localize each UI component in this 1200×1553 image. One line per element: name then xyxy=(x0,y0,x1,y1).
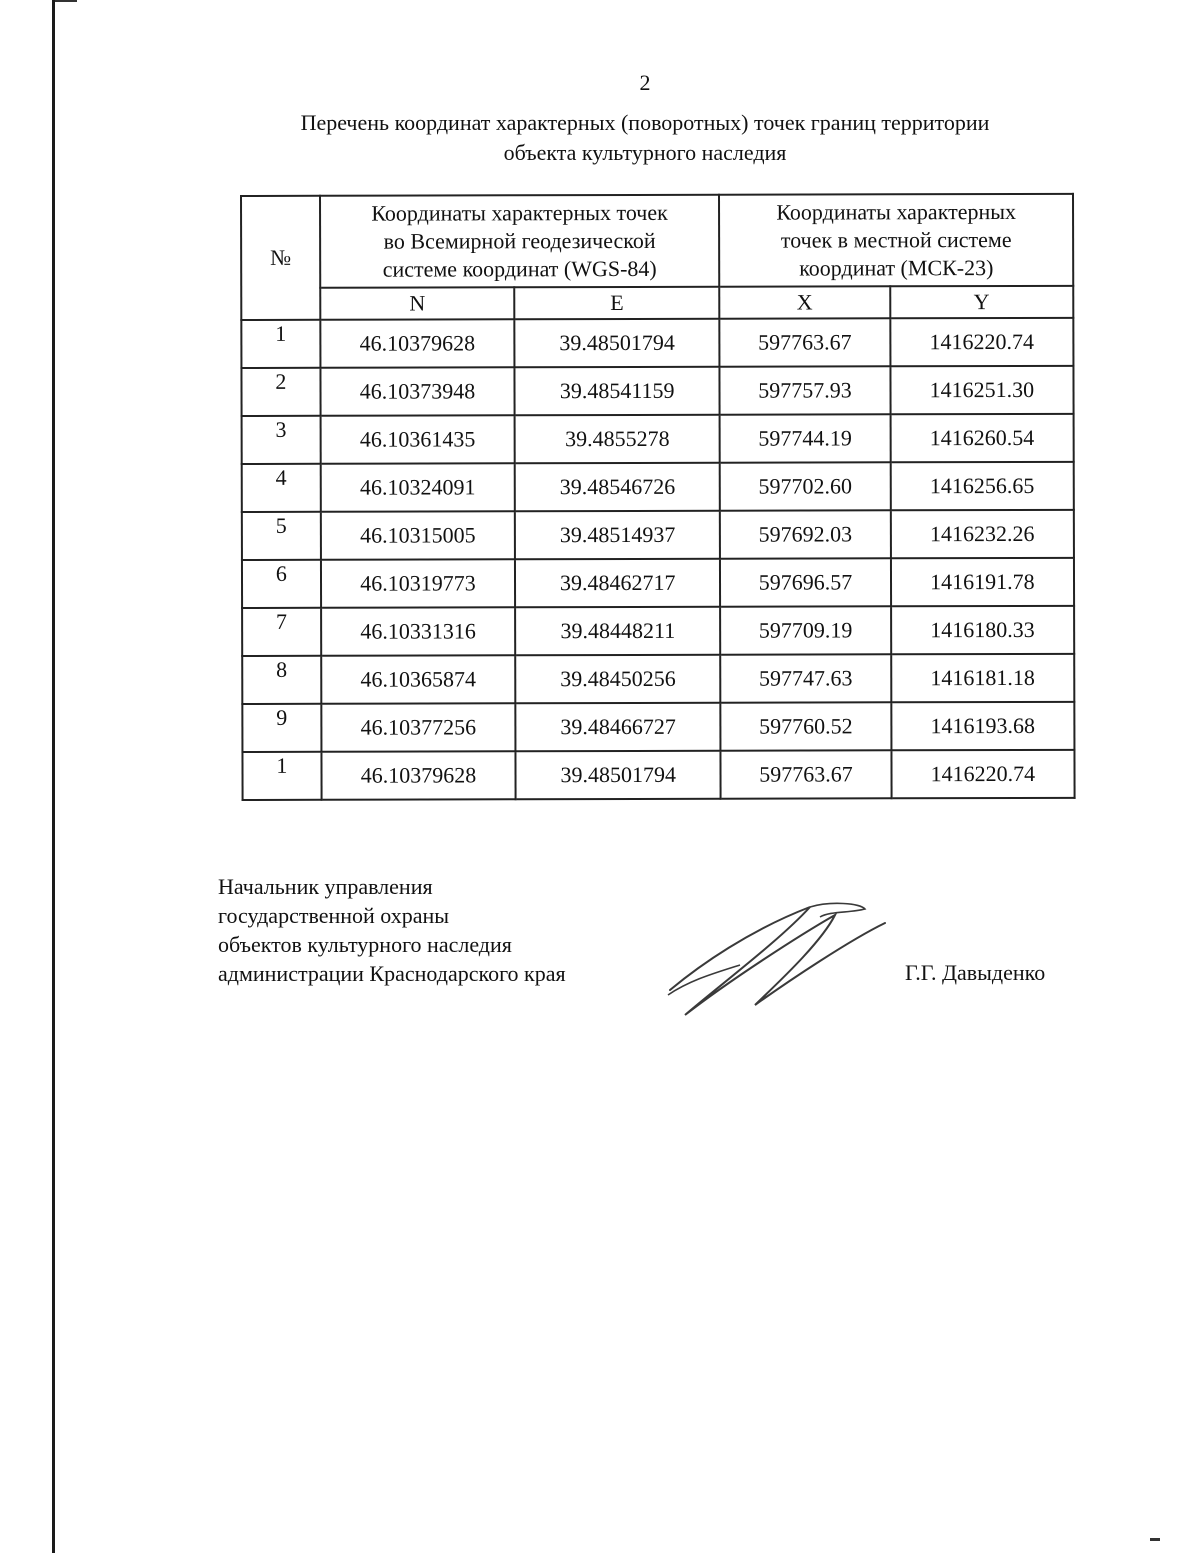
longitude-e-cell: 39.48501794 xyxy=(514,319,719,368)
header-n: N xyxy=(320,287,514,320)
header-x: X xyxy=(719,286,889,318)
signatory-position-line-1: Начальник управления xyxy=(218,874,433,899)
document-title-line-2: объекта культурного наследия xyxy=(503,140,787,165)
header-e: E xyxy=(514,287,719,320)
handwritten-signature xyxy=(660,895,900,1025)
longitude-e-cell: 39.48448211 xyxy=(515,607,720,656)
latitude-n-cell: 46.10331316 xyxy=(321,607,515,656)
msk-x-cell: 597696.57 xyxy=(720,558,891,606)
longitude-e-cell: 39.48466727 xyxy=(515,703,720,752)
table-row xyxy=(242,702,1074,752)
signatory-position-line-4: администрации Краснодарского края xyxy=(218,961,566,986)
msk-x-cell: 597763.67 xyxy=(721,750,892,798)
table-row xyxy=(242,558,1074,608)
table-row xyxy=(242,750,1074,800)
latitude-n-cell: 46.10379628 xyxy=(321,751,515,800)
table-row xyxy=(242,510,1074,560)
document-title xyxy=(200,108,1090,168)
scan-top-mark xyxy=(55,0,77,2)
row-number-cell: 1 xyxy=(241,320,320,368)
row-number-cell: 5 xyxy=(242,512,321,560)
header-msk23-line-1: Координаты характерных xyxy=(776,198,1017,225)
header-number: № xyxy=(241,196,320,320)
scan-corner-mark xyxy=(1150,1538,1160,1541)
table-row xyxy=(241,318,1073,368)
signatory-name: Г.Г. Давыденко xyxy=(905,960,1046,985)
coordinates-table xyxy=(240,193,1076,801)
header-wgs84-line-1: Координаты характерных точек xyxy=(371,199,668,226)
signatory-position-line-3: объектов культурного наследия xyxy=(218,932,512,957)
scan-edge-line xyxy=(52,0,55,1553)
msk-y-cell: 1416256.65 xyxy=(890,462,1074,510)
latitude-n-cell: 46.10365874 xyxy=(321,655,515,704)
latitude-n-cell: 46.10319773 xyxy=(321,559,515,608)
table-row xyxy=(242,654,1074,704)
msk-y-cell: 1416181.18 xyxy=(891,654,1075,702)
coordinates-table-header xyxy=(241,194,1073,320)
msk-y-cell: 1416220.74 xyxy=(890,318,1074,366)
row-number-cell: 7 xyxy=(242,608,321,656)
latitude-n-cell: 46.10315005 xyxy=(321,511,515,560)
msk-y-cell: 1416180.33 xyxy=(891,606,1075,654)
header-msk23-group xyxy=(719,194,1073,287)
signatory-position-line-2: государственной охраны xyxy=(218,903,450,928)
msk-y-cell: 1416251.30 xyxy=(890,366,1074,414)
row-number-cell: 9 xyxy=(242,704,321,752)
table-row xyxy=(242,462,1074,512)
header-wgs84-line-2: во Всемирной геодезической xyxy=(383,227,656,254)
longitude-e-cell: 39.4855278 xyxy=(515,415,720,464)
table-row xyxy=(241,366,1073,416)
msk-x-cell: 597763.67 xyxy=(720,318,891,366)
latitude-n-cell: 46.10361435 xyxy=(320,415,514,464)
latitude-n-cell: 46.10324091 xyxy=(321,463,515,512)
longitude-e-cell: 39.48462717 xyxy=(515,559,720,608)
page-number: 2 xyxy=(639,70,651,95)
latitude-n-cell: 46.10377256 xyxy=(321,703,515,752)
table-row xyxy=(242,606,1074,656)
latitude-n-cell: 46.10379628 xyxy=(320,319,514,368)
msk-x-cell: 597709.19 xyxy=(720,606,891,654)
row-number-cell: 3 xyxy=(242,416,321,464)
table-row xyxy=(242,414,1074,464)
msk-x-cell: 597757.93 xyxy=(720,366,891,414)
msk-y-cell: 1416191.78 xyxy=(891,558,1075,606)
msk-y-cell: 1416232.26 xyxy=(890,510,1074,558)
msk-x-cell: 597702.60 xyxy=(720,462,891,510)
msk-y-cell: 1416260.54 xyxy=(890,414,1074,462)
longitude-e-cell: 39.48541159 xyxy=(515,367,720,416)
header-msk23-line-3: координат (МСК-23) xyxy=(799,255,994,281)
signatory-position xyxy=(218,872,566,988)
msk-x-cell: 597744.19 xyxy=(720,414,891,462)
longitude-e-cell: 39.48514937 xyxy=(515,511,720,560)
header-row-axes xyxy=(241,286,1073,320)
longitude-e-cell: 39.48501794 xyxy=(516,751,721,800)
coordinates-table-body xyxy=(241,318,1074,800)
longitude-e-cell: 39.48546726 xyxy=(515,463,720,512)
row-number-cell: 2 xyxy=(241,368,320,416)
header-wgs84-group xyxy=(320,195,720,288)
msk-x-cell: 597760.52 xyxy=(721,702,892,750)
row-number-cell: 6 xyxy=(242,560,321,608)
msk-x-cell: 597692.03 xyxy=(720,510,891,558)
header-y: Y xyxy=(890,286,1073,318)
row-number-cell: 8 xyxy=(242,656,321,704)
latitude-n-cell: 46.10373948 xyxy=(320,367,514,416)
longitude-e-cell: 39.48450256 xyxy=(515,655,720,704)
header-msk23-line-2: точек в местной системе xyxy=(780,226,1012,253)
row-number-cell: 4 xyxy=(242,464,321,512)
header-wgs84-line-3: системе координат (WGS-84) xyxy=(382,255,657,282)
msk-y-cell: 1416193.68 xyxy=(891,702,1075,750)
header-row-groups xyxy=(241,194,1073,288)
document-title-line-1: Перечень координат характерных (поворотных) точек границ территории xyxy=(300,110,990,135)
msk-y-cell: 1416220.74 xyxy=(891,750,1075,798)
row-number-cell: 1 xyxy=(242,752,321,800)
msk-x-cell: 597747.63 xyxy=(720,654,891,702)
